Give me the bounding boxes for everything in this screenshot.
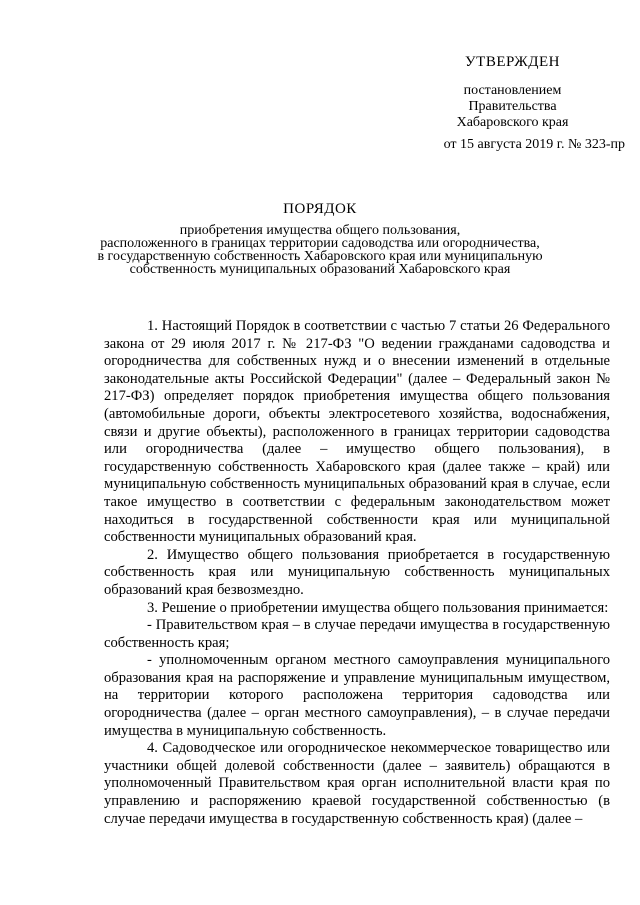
paragraph-4: 4. Садоводческое или огородническое некоммерческое товарищество или участники общей долевой собственности (далее – заявитель) обращаются в уполномоченный Правительством края орган исполнительной власти края по управлению и распоряжению краевой государственной собственностью (в случае передачи имущества в государственную собственность края) (далее – [104,740,610,827]
approval-date-line: от 15 августа 2019 г. № 323-пр [443,137,625,152]
paragraph-3-item-1: - Правительством края – в случае передачи имущества в государственную собственность края; [104,617,610,651]
subtitle-line: в государственную собственность Хабаровского края или муниципальную [97,249,543,264]
paragraph-3-item-2: - уполномоченным органом местного самоуправления муниципального образования края на распоряжение и управление муниципальным имуществом, на территории которого расположена территория садоводства или огородничества (далее – орган местного самоуправления), – в случае передачи имущества в муниципальную собственность. [104,652,610,739]
subtitle-line: расположенного в границах территории садоводства или огородничества, [100,236,540,251]
paragraph-2: 2. Имущество общего пользования приобретается в государственную собственность края или муниципальную собственность муниципальных образований края безвозмездно. [104,546,610,598]
approval-stamp: УТВЕРЖДЕН [465,54,560,70]
paragraph-1: 1. Настоящий Порядок в соответствии с частью 7 статьи 26 Федерального закона от 29 июля 2017 г. № 217-ФЗ "О ведении гражданами садоводства и огородничества для собственных нужд и о внесении изменений в отдельные законодательные акты Российской Федерации" (далее – Федеральный закон № 217-ФЗ) определяет порядок приобретения имущества общего пользования (автомобильные дороги, объекты электросетевого хозяйства, водоснабжения, связи и другие объекты), расположенного в границах территории садоводства или огородничества (далее – имущество общего пользования), в государственную собственность Хабаровского края (далее также – край) или муниципальную собственность муниципальных образований края в случае, если такое имущество в соответствии с федеральным законодательством может находиться в государственной собственности края или муниципальной собственности муниципальных образований края. [104,318,610,546]
paragraph-3: 3. Решение о приобретении имущества общего пользования принимается: [147,599,609,616]
approval-line-3: Хабаровского края [456,115,569,130]
approval-stamp-block [400,54,625,153]
approval-line-2: Правительства [468,99,557,114]
document-title: ПОРЯДОК [283,201,357,217]
subtitle-line: собственность муниципальных образований Хабаровского края [129,262,511,277]
approval-line-1: постановлением [463,83,562,98]
document-subtitle [80,224,560,276]
subtitle-line: приобретения имущества общего пользования, [179,223,461,238]
document-body [104,318,610,828]
